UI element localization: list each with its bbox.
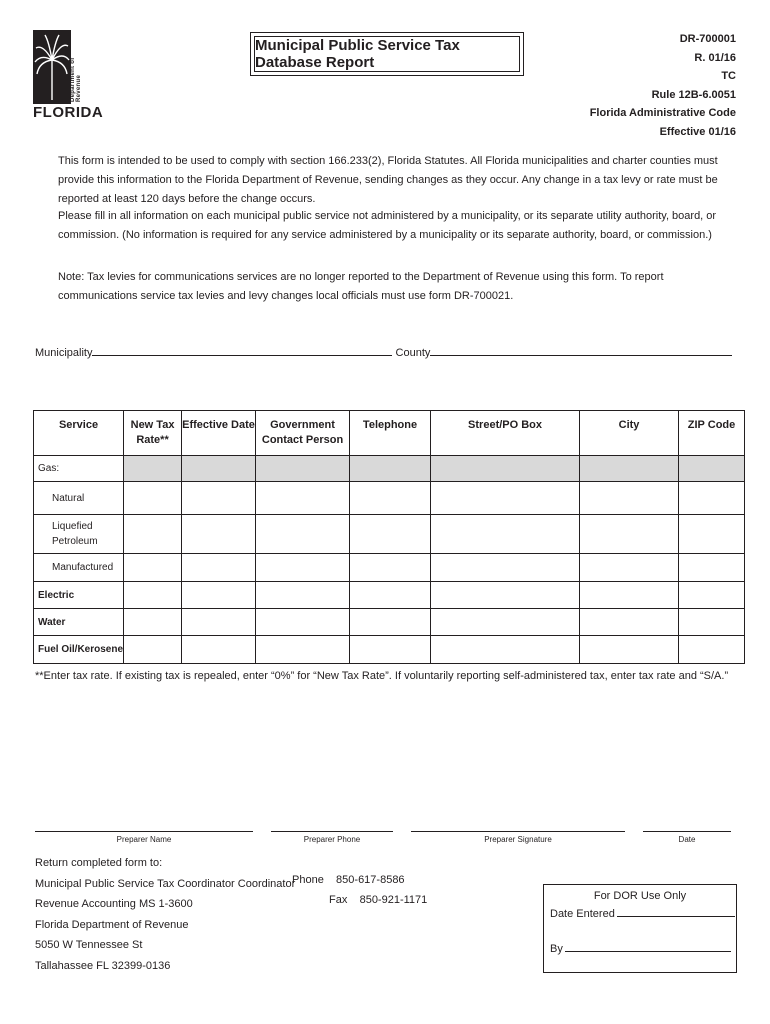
header-effective-date: Effective Date — [182, 411, 256, 456]
header-new-tax-rate: New Tax Rate** — [124, 411, 182, 456]
footnote: **Enter tax rate. If existing tax is repealed, enter “0%” for “New Tax Rate”. If voluntarily reporting self-administered tax, enter tax rate and “S/A.” — [35, 670, 729, 682]
preparer-phone-caption: Preparer Phone — [303, 835, 361, 844]
address-line: Municipal Public Service Tax Coordinator Coordinator — [35, 877, 296, 890]
municipality-input[interactable] — [92, 345, 392, 356]
table-cell[interactable] — [350, 554, 431, 582]
address-line: Florida Department of Revenue — [35, 918, 189, 931]
florida-wordmark: FLORIDA — [33, 104, 104, 121]
table-cell — [350, 456, 431, 482]
preparer-phone-line[interactable] — [271, 831, 393, 832]
table-cell[interactable] — [679, 582, 745, 609]
table-cell[interactable] — [580, 515, 679, 554]
table-row-electric — [34, 582, 745, 609]
header-city: City — [580, 411, 679, 456]
table-cell[interactable] — [431, 636, 580, 664]
instruction-note: Note: Tax levies for communications services are no longer reported to the Department of Revenue using this form. To report communications service tax levies and levy changes local officials must use form DR-700021. — [58, 271, 664, 302]
phone-line — [292, 874, 405, 886]
table-cell[interactable] — [679, 482, 745, 515]
address-line: Tallahassee FL 32399-0136 — [35, 959, 171, 972]
table-cell — [256, 456, 350, 482]
preparer-signature-line[interactable] — [411, 831, 625, 832]
table-cell[interactable] — [182, 636, 256, 664]
table-cell[interactable] — [431, 482, 580, 515]
table-cell[interactable] — [256, 609, 350, 636]
preparer-name-caption: Preparer Name — [116, 835, 172, 844]
row-label-natural: Natural — [34, 482, 124, 515]
table-cell[interactable] — [679, 636, 745, 664]
table-cell[interactable] — [431, 609, 580, 636]
row-label-gas: Gas: — [34, 456, 124, 482]
service-table — [33, 410, 745, 664]
header-zip: ZIP Code — [679, 411, 745, 456]
table-cell[interactable] — [350, 609, 431, 636]
table-row-gas — [34, 456, 745, 482]
table-cell[interactable] — [124, 582, 182, 609]
header-telephone: Telephone — [350, 411, 431, 456]
by-field — [550, 941, 736, 955]
date-entered-label: Date Entered — [550, 908, 615, 920]
table-cell[interactable] — [182, 582, 256, 609]
county-label: County — [395, 347, 431, 359]
table-cell[interactable] — [679, 609, 745, 636]
table-cell[interactable] — [124, 515, 182, 554]
date-entered-field — [550, 906, 736, 920]
row-label-fuel: Fuel Oil/Kerosene — [34, 636, 124, 664]
return-address — [35, 853, 295, 976]
row-label-manufactured: Manufactured — [34, 554, 124, 582]
phone-number: 850-617-8586 — [336, 874, 405, 886]
table-row-water — [34, 609, 745, 636]
header-street: Street/PO Box — [431, 411, 580, 456]
county-input[interactable] — [430, 345, 732, 356]
header-service: Service — [34, 411, 124, 456]
fax-number: 850-921-1171 — [359, 894, 428, 906]
effective-date: Effective 01/16 — [659, 125, 736, 138]
table-row-liquefied — [34, 515, 745, 554]
preparer-signature-caption: Preparer Signature — [484, 835, 552, 844]
form-tc: TC — [721, 70, 736, 83]
table-cell[interactable] — [580, 554, 679, 582]
table-cell[interactable] — [431, 515, 580, 554]
table-cell[interactable] — [256, 582, 350, 609]
table-cell[interactable] — [350, 636, 431, 664]
date-caption: Date — [678, 835, 696, 844]
form-rule: Rule 12B-6.0051 — [651, 88, 736, 101]
form-code-block — [590, 30, 736, 142]
municipality-field — [35, 345, 732, 359]
phone-label: Phone — [292, 874, 324, 886]
table-cell — [431, 456, 580, 482]
table-row-natural — [34, 482, 745, 515]
table-cell — [679, 456, 745, 482]
table-cell[interactable] — [124, 482, 182, 515]
table-cell[interactable] — [256, 636, 350, 664]
table-cell[interactable] — [124, 636, 182, 664]
table-cell[interactable] — [679, 554, 745, 582]
fax-label: Fax — [329, 894, 348, 906]
table-cell[interactable] — [431, 554, 580, 582]
table-cell[interactable] — [124, 609, 182, 636]
table-cell[interactable] — [679, 515, 745, 554]
table-cell[interactable] — [580, 582, 679, 609]
table-cell[interactable] — [182, 554, 256, 582]
department-of-revenue-text: Department of Revenue — [70, 57, 82, 102]
table-cell[interactable] — [350, 482, 431, 515]
form-title-box — [250, 32, 524, 76]
table-cell[interactable] — [256, 515, 350, 554]
instruction-paragraph-1: This form is intended to be used to comply with section 166.233(2), Florida Statutes. All Florida municipalities and charter counties must provide this information to the Florida Department of Revenue, sending changes as they occur. Any change in a tax levy or rate must be reported at least 120 days before the change occurs. — [58, 155, 718, 205]
table-cell[interactable] — [182, 482, 256, 515]
address-line: 5050 W Tennessee St — [35, 939, 143, 951]
fax-line — [329, 894, 427, 906]
table-row-fuel — [34, 636, 745, 664]
table-cell[interactable] — [182, 515, 256, 554]
table-cell[interactable] — [350, 515, 431, 554]
municipality-label: Municipality — [35, 347, 93, 359]
date-line[interactable] — [643, 831, 731, 832]
header-contact-person: Government Contact Person — [256, 411, 350, 456]
table-cell[interactable] — [182, 609, 256, 636]
admin-code: Florida Administrative Code — [589, 107, 736, 120]
table-cell[interactable] — [431, 582, 580, 609]
table-cell[interactable] — [124, 554, 182, 582]
table-cell[interactable] — [580, 609, 679, 636]
table-header-row — [34, 411, 745, 456]
table-cell[interactable] — [256, 482, 350, 515]
address-line: Return completed form to: — [35, 857, 163, 869]
instruction-paragraph-2: Please fill in all information on each municipal public service not administered by a municipality, or its separate utility authority, board, or commission. (No information is required for any service administered by a municipality or its separate authority, board, or commission.) — [58, 210, 717, 241]
address-line: Revenue Accounting MS 1-3600 — [35, 898, 193, 910]
table-cell — [182, 456, 256, 482]
table-cell[interactable] — [580, 636, 679, 664]
by-input[interactable] — [565, 941, 731, 952]
table-cell[interactable] — [256, 554, 350, 582]
form-number: DR-700001 — [679, 33, 736, 45]
row-label-electric: Electric — [34, 582, 124, 609]
table-cell[interactable] — [350, 582, 431, 609]
by-label: By — [550, 943, 563, 955]
preparer-name-line[interactable] — [35, 831, 253, 832]
row-label-liquefied: Liquefied Petroleum — [34, 515, 124, 554]
form-revision: R. 01/16 — [694, 51, 736, 64]
row-label-water: Water — [34, 609, 124, 636]
dor-box-title: For DOR Use Only — [593, 890, 687, 902]
form-title: Municipal Public Service Tax Database Report — [254, 36, 520, 72]
table-cell — [580, 456, 679, 482]
table-cell — [124, 456, 182, 482]
table-row-manufactured — [34, 554, 745, 582]
date-entered-input[interactable] — [617, 906, 735, 917]
dor-use-only-box — [543, 884, 737, 973]
table-cell[interactable] — [580, 482, 679, 515]
